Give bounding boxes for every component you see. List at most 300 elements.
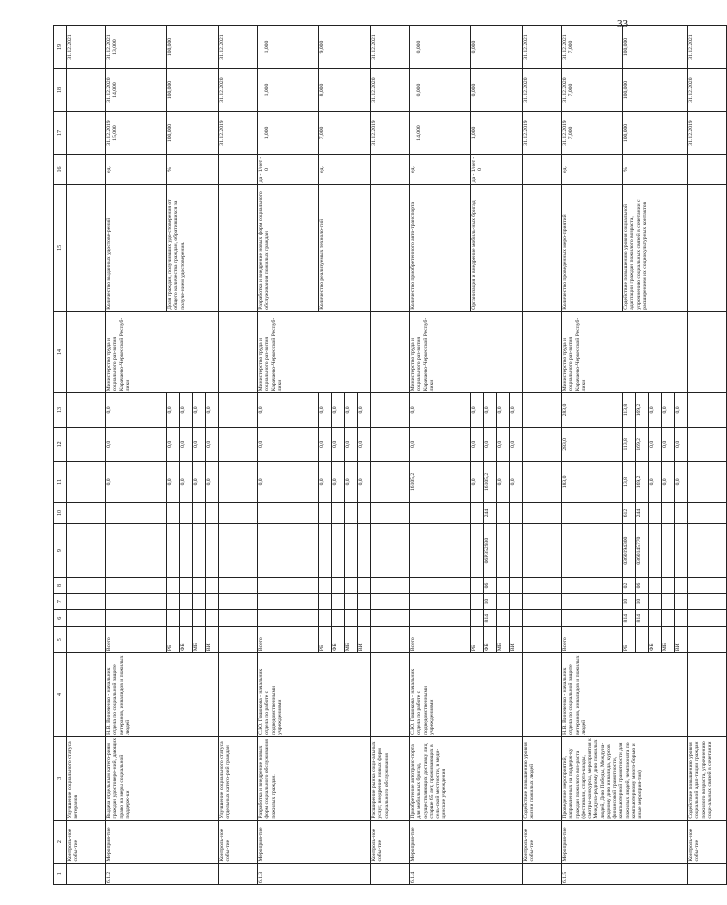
code-grbs <box>471 610 484 627</box>
header-cell-2: 2 <box>54 820 67 863</box>
code-expense-type <box>562 502 623 523</box>
amount-2020: 0,0 <box>180 427 193 461</box>
empty-cell <box>219 627 258 653</box>
amount-2020: 0,0 <box>319 427 332 461</box>
amount-2020: 0,0 <box>675 427 688 461</box>
empty-cell <box>371 577 410 593</box>
code-grbs <box>510 610 523 627</box>
funding-source: ВИ <box>358 627 371 653</box>
indicator-unit: да - 1/нет - 0 <box>258 154 319 184</box>
responsible-person: С.Ю. Гошокова - начальник отдела по работе с подведомственными учреждениями <box>258 653 371 737</box>
header-cell-9: 9 <box>54 524 67 578</box>
code-section <box>258 594 319 610</box>
control-event-row <box>371 26 410 885</box>
code-target <box>193 524 206 578</box>
code-section <box>180 594 193 610</box>
code-grbs <box>180 610 193 627</box>
code-section <box>562 594 623 610</box>
amount-2019: 0,0 <box>675 462 688 503</box>
amount-2019: 183,0 <box>562 462 623 503</box>
empty-cell <box>67 594 106 610</box>
row-number <box>219 863 258 884</box>
code-grbs: 814 <box>636 610 649 627</box>
date-2019 <box>67 112 106 155</box>
empty-cell <box>219 185 258 312</box>
amount-2021: 0,0 <box>510 393 523 427</box>
code-section: 10 <box>636 594 649 610</box>
indicator-2019: 31.12.2019 15,000 <box>106 112 167 155</box>
executor: Министерство труда и социального раз-вития Карачаево-Черкесской Респуб-лики <box>562 311 688 393</box>
code-target <box>106 524 167 578</box>
row-type: Контроль-ное собы-тие <box>219 820 258 863</box>
empty-cell <box>688 393 727 427</box>
code-target <box>180 524 193 578</box>
code-target <box>167 524 180 578</box>
indicator-2021: 31.12.2021 13,000 <box>106 26 167 69</box>
code-grbs <box>562 610 623 627</box>
code-section <box>675 594 688 610</box>
code-section <box>319 594 332 610</box>
amount-2021: 0,0 <box>345 393 358 427</box>
code-target <box>410 524 471 578</box>
event-type: Мероприя-тие <box>258 820 371 863</box>
code-grbs <box>497 610 510 627</box>
code-subsection <box>106 577 167 593</box>
empty-cell <box>219 502 258 523</box>
code-grbs <box>358 610 371 627</box>
code-target <box>206 524 219 578</box>
code-target <box>332 524 345 578</box>
code-subsection <box>410 577 471 593</box>
funding-source: ФБ <box>180 627 193 653</box>
amount-2019: 0,0 <box>471 462 484 503</box>
event-name: Выдача отдельным катего-риям граждан удостовере-ний, дающих право на меры социальной поддерж-ки <box>106 736 219 820</box>
empty-cell <box>219 594 258 610</box>
code-expense-type <box>106 502 167 523</box>
empty-cell <box>688 594 727 610</box>
date-2020: 31.12.2020 <box>688 69 727 112</box>
header-cell-12: 12 <box>54 427 67 461</box>
empty-cell <box>371 653 410 737</box>
code-expense-type <box>206 502 219 523</box>
date-2021: 31.12.2021 <box>523 26 562 69</box>
funding-source: Всего <box>106 627 167 653</box>
funding-source: МБ <box>193 627 206 653</box>
date-2021: 31.12.2021 <box>219 26 258 69</box>
header-cell-17: 17 <box>54 112 67 155</box>
code-target <box>471 524 484 578</box>
funding-source: ФБ <box>649 627 662 653</box>
indicator-name: Содействие повышению уровня социальной адаптации граждан пожилого возраста, упрочнению социальных связей в сочетании с расширением их социокультурных контактов <box>623 185 688 312</box>
amount-2019: 0,0 <box>106 462 167 503</box>
code-section <box>510 594 523 610</box>
row-type: Контроль-ное собы-тие <box>67 820 106 863</box>
indicator-2019: 1,000 <box>258 112 319 155</box>
event-name: Приобретение автотранс-порта для мобильных бригад, осуществляющих доставку лиц старше 65 лет, проживающих в сель-ской местности, в меди-цинские учреждения <box>410 736 523 820</box>
empty-cell <box>219 653 258 737</box>
indicator-2019: 100,000 <box>167 112 219 155</box>
amount-2021: 0,0 <box>332 393 345 427</box>
empty-cell <box>688 154 727 184</box>
amount-2019: 0,0 <box>510 462 523 503</box>
amount-2020: 0,0 <box>358 427 371 461</box>
responsible-person: Н.В. Виноченко - начальник отдела по социальной защите ветеранов, инвалидов и пожилых людей <box>106 653 219 737</box>
indicator-unit: ед. <box>106 154 167 184</box>
amount-2020: 0,0 <box>258 427 319 461</box>
code-subsection <box>258 577 319 593</box>
code-grbs <box>332 610 345 627</box>
amount-2019: 0,0 <box>662 462 675 503</box>
amount-2020: 0,0 <box>662 427 675 461</box>
code-grbs <box>662 610 675 627</box>
indicator-2019: 1,000 <box>471 112 523 155</box>
amount-2021: 0,0 <box>649 393 662 427</box>
empty-cell <box>219 427 258 461</box>
code-expense-type <box>662 502 675 523</box>
code-section <box>332 594 345 610</box>
row-type: Контроль-ное собы-тие <box>523 820 562 863</box>
header-cell-19: 19 <box>54 26 67 69</box>
empty-cell <box>371 627 410 653</box>
header-cell-1: 1 <box>54 863 67 884</box>
control-event-name: Расширение рынка соци-альных услуг, внедрение новых форм социального обслуживания <box>371 736 410 820</box>
indicator-name: Количество приобретенного авто-транспорта <box>410 185 471 312</box>
responsible-person: С.Ю. Гошокова - начальник отдела по работе с подведомственными учреждениями <box>410 653 523 737</box>
indicator-2021: 100,000 <box>623 26 688 69</box>
indicator-2021: 1,000 <box>258 26 319 69</box>
code-expense-type <box>345 502 358 523</box>
empty-cell <box>67 524 106 578</box>
amount-2020: 0,0 <box>471 427 484 461</box>
amount-2021: 0,0 <box>410 393 471 427</box>
indicator-unit: % <box>167 154 219 184</box>
funding-source: ВИ <box>510 627 523 653</box>
funding-source: РБ <box>623 627 636 653</box>
control-event-name: Содействие повышению уровня жизни пожилых людей <box>523 736 562 820</box>
event-number: 6.1.5 <box>562 863 688 884</box>
indicator-2020: 1,000 <box>258 69 319 112</box>
funding-source: МБ <box>345 627 358 653</box>
amount-2020: 113,8 <box>623 427 636 461</box>
header-row <box>54 26 67 885</box>
code-expense-type: 244 <box>484 502 497 523</box>
empty-cell <box>688 462 727 503</box>
control-event-name: Содействие повышению уровня социальной адап-тации граждан пожилого возраста, упрочнению соци-альных связей в сочетании <box>688 736 727 820</box>
indicator-2019: 14,000 <box>410 112 471 155</box>
amount-2019: 16105,2 <box>484 462 497 503</box>
amount-2021: 0,0 <box>319 393 332 427</box>
code-subsection <box>471 577 484 593</box>
empty-cell <box>523 610 562 627</box>
header-cell-7: 7 <box>54 594 67 610</box>
indicator-unit: ед. <box>410 154 471 184</box>
amount-2019: 0,0 <box>193 462 206 503</box>
empty-cell <box>688 653 727 737</box>
amount-2019: 0,0 <box>345 462 358 503</box>
indicator-2019: 7,000 <box>319 112 371 155</box>
header-cell-11: 11 <box>54 462 67 503</box>
code-expense-type <box>332 502 345 523</box>
code-grbs <box>167 610 180 627</box>
empty-cell <box>371 462 410 503</box>
code-expense-type <box>258 502 319 523</box>
empty-cell <box>67 462 106 503</box>
empty-cell <box>67 393 106 427</box>
amount-2021: 0,0 <box>167 393 180 427</box>
event-number: 6.1.4 <box>410 863 523 884</box>
row-number <box>371 863 410 884</box>
indicator-2021: 9,000 <box>319 26 371 69</box>
amount-2019: 0,0 <box>180 462 193 503</box>
amount-2020: 0,0 <box>167 427 180 461</box>
amount-2021: 0,0 <box>258 393 319 427</box>
code-target <box>319 524 332 578</box>
empty-cell <box>371 610 410 627</box>
funding-source: Всего <box>410 627 471 653</box>
funding-source: ФБ <box>332 627 345 653</box>
code-expense-type <box>193 502 206 523</box>
amount-2020: 0,0 <box>206 427 219 461</box>
empty-cell <box>523 427 562 461</box>
empty-cell <box>371 154 410 184</box>
empty-cell <box>67 311 106 393</box>
header-cell-6: 6 <box>54 610 67 627</box>
event-number: 6.1.3 <box>258 863 371 884</box>
code-expense-type <box>471 502 484 523</box>
date-2021: 31.12.2021 <box>371 26 410 69</box>
amount-2019: 0,0 <box>258 462 319 503</box>
amount-2021: 169,2 <box>636 393 649 427</box>
indicator-name: Количество проведенных меро-приятий <box>562 185 623 312</box>
empty-cell <box>688 427 727 461</box>
funding-source: РБ <box>167 627 180 653</box>
empty-cell <box>688 577 727 593</box>
code-target <box>662 524 675 578</box>
indicator-unit: ед. <box>562 154 623 184</box>
funding-source: ВИ <box>675 627 688 653</box>
code-section <box>345 594 358 610</box>
funding-source: ФБ <box>484 627 497 653</box>
empty-cell <box>219 524 258 578</box>
empty-cell <box>688 502 727 523</box>
indicator-name: Доля граждан, получивших удо-стоверения от общего количества граждан, обратившихся за получе-нием удостоверения. <box>167 185 219 312</box>
code-subsection <box>206 577 219 593</box>
header-cell-8: 8 <box>54 577 67 593</box>
code-expense-type <box>180 502 193 523</box>
amount-2021: 0,0 <box>484 393 497 427</box>
header-cell-14: 14 <box>54 311 67 393</box>
empty-cell <box>688 524 727 578</box>
empty-cell <box>67 185 106 312</box>
code-subsection <box>649 577 662 593</box>
date-2020 <box>67 69 106 112</box>
amount-2020: 283,0 <box>562 427 623 461</box>
indicator-2021: 0,000 <box>410 26 471 69</box>
amount-2021: 0,0 <box>358 393 371 427</box>
amount-2021: 0,0 <box>193 393 206 427</box>
rotated-table-wrapper <box>53 25 713 885</box>
empty-cell <box>67 154 106 184</box>
code-expense-type: 612 <box>623 502 636 523</box>
table-body <box>54 26 727 885</box>
row-type: Контроль-ное собы-тие <box>688 820 727 863</box>
indicator-2020: 0,000 <box>471 69 523 112</box>
amount-2020: 0,0 <box>510 427 523 461</box>
code-expense-type <box>510 502 523 523</box>
code-subsection <box>675 577 688 593</box>
event-type: Мероприя-тие <box>410 820 523 863</box>
amount-2021: 0,0 <box>675 393 688 427</box>
amount-2021: 0,0 <box>106 393 167 427</box>
amount-2019: 0,0 <box>332 462 345 503</box>
amount-2021: 113,8 <box>623 393 636 427</box>
amount-2019: 0,0 <box>649 462 662 503</box>
code-expense-type <box>167 502 180 523</box>
code-target <box>510 524 523 578</box>
amount-2021: 0,0 <box>206 393 219 427</box>
code-target: 0360145770 <box>636 524 649 578</box>
empty-cell <box>523 577 562 593</box>
code-grbs <box>345 610 358 627</box>
empty-cell <box>67 577 106 593</box>
indicator-2019: 100,000 <box>623 112 688 155</box>
date-2020: 31.12.2020 <box>371 69 410 112</box>
amount-2019: 0,0 <box>206 462 219 503</box>
empty-cell <box>67 653 106 737</box>
funding-source: Всего <box>562 627 623 653</box>
page-number: 33 <box>617 18 628 30</box>
indicator-2021: 0,000 <box>471 26 523 69</box>
indicator-2020: 31.12.2020 7,000 <box>562 69 623 112</box>
date-2019: 31.12.2019 <box>688 112 727 155</box>
empty-cell <box>219 393 258 427</box>
code-target <box>562 524 623 578</box>
code-section <box>649 594 662 610</box>
amount-2020: 0,0 <box>106 427 167 461</box>
amount-2020: 0,0 <box>484 427 497 461</box>
indicator-2021: 31.12.2021 7,000 <box>562 26 623 69</box>
code-grbs: 814 <box>623 610 636 627</box>
amount-2020: 169,2 <box>636 427 649 461</box>
empty-cell <box>219 154 258 184</box>
code-subsection <box>319 577 332 593</box>
empty-cell <box>371 524 410 578</box>
funding-source <box>636 627 649 653</box>
code-grbs <box>258 610 319 627</box>
empty-cell <box>219 610 258 627</box>
code-section <box>206 594 219 610</box>
code-expense-type <box>649 502 662 523</box>
amount-2019: 0,0 <box>167 462 180 503</box>
empty-cell <box>67 627 106 653</box>
event-number: 6.1.2 <box>106 863 219 884</box>
indicator-unit: ед. <box>319 154 371 184</box>
funding-source: РБ <box>471 627 484 653</box>
code-section: 10 <box>623 594 636 610</box>
code-target: 0360194300 <box>623 524 636 578</box>
empty-cell <box>523 185 562 312</box>
code-section <box>106 594 167 610</box>
code-section <box>167 594 180 610</box>
code-subsection <box>662 577 675 593</box>
code-subsection <box>562 577 623 593</box>
funding-row <box>258 26 319 885</box>
indicator-2019: 31.12.2019 7,000 <box>562 112 623 155</box>
empty-cell <box>219 462 258 503</box>
control-event-row <box>219 26 258 885</box>
code-section <box>497 594 510 610</box>
code-grbs <box>649 610 662 627</box>
date-2019: 31.12.2019 <box>219 112 258 155</box>
event-name: Проведение мероприятий, направленных на поддерж-ку граждан пожилого воз-раста (фестивали, спарта-киады, смотры-конкурсы, мероприятия к Междуна-родному дню пожилых людей, Дню Победы, Междуна-родному дню инвалида, курсов финансовой грамотности, компьютерной грамотности для пожилых людей, чемпионата по компьютерному много-борью и иные мероприя-тия) <box>562 736 688 820</box>
indicator-unit: % <box>623 154 688 184</box>
indicator-name: Разработка и внедрение новых форм социального обслуживания пожилых граждан <box>258 185 319 312</box>
date-2020: 31.12.2020 <box>219 69 258 112</box>
amount-2021: 0,0 <box>497 393 510 427</box>
indicator-2020: 8,000 <box>319 69 371 112</box>
funding-source: МБ <box>662 627 675 653</box>
funding-source: МБ <box>497 627 510 653</box>
code-section: 10 <box>484 594 497 610</box>
amount-2020: 0,0 <box>497 427 510 461</box>
executor: Министерство труда и социального раз-вития Карачаево-Черкесской Респуб-лики <box>410 311 523 393</box>
amount-2021: 0,0 <box>471 393 484 427</box>
date-2021: 31.12.2021 <box>67 26 106 69</box>
indicator-2021: 100,000 <box>167 26 219 69</box>
indicator-2020: 100,000 <box>167 69 219 112</box>
code-subsection <box>193 577 206 593</box>
event-name: Разработка и внедрение новых форм социального обслуживания пожилых граждан. <box>258 736 371 820</box>
control-event-row <box>67 26 106 885</box>
empty-cell <box>523 462 562 503</box>
funding-row <box>562 26 623 885</box>
empty-cell <box>523 154 562 184</box>
code-subsection: 06 <box>636 577 649 593</box>
code-subsection <box>332 577 345 593</box>
code-subsection <box>345 577 358 593</box>
code-target <box>345 524 358 578</box>
code-section <box>358 594 371 610</box>
empty-cell <box>523 594 562 610</box>
event-plan-table <box>53 25 727 885</box>
code-subsection <box>358 577 371 593</box>
code-expense-type <box>358 502 371 523</box>
row-number <box>67 863 106 884</box>
header-cell-15: 15 <box>54 185 67 312</box>
code-expense-type: 244 <box>636 502 649 523</box>
amount-2019: 0,0 <box>358 462 371 503</box>
code-target <box>675 524 688 578</box>
empty-cell <box>523 653 562 737</box>
date-2021: 31.12.2021 <box>688 26 727 69</box>
funding-source: РБ <box>319 627 332 653</box>
header-cell-5: 5 <box>54 627 67 653</box>
code-subsection <box>167 577 180 593</box>
code-grbs <box>193 610 206 627</box>
empty-cell <box>67 427 106 461</box>
event-type: Мероприя-тие <box>562 820 688 863</box>
control-event-row <box>523 26 562 885</box>
code-subsection <box>497 577 510 593</box>
row-number <box>523 863 562 884</box>
control-event-name: Улучшение социального статуса отдельных катего-рий граждан <box>219 736 258 820</box>
funding-source: ВИ <box>206 627 219 653</box>
responsible-person: Н.В. Виноченко - начальник отдела по социальной защите ветеранов, инвалидов и пожилых людей <box>562 653 688 737</box>
amount-2020: 0,0 <box>649 427 662 461</box>
amount-2020: 0,0 <box>332 427 345 461</box>
amount-2019: 13,8 <box>623 462 636 503</box>
executor: Министерство труда и социального раз-вития Карачаево-Черкесской Респуб-лики <box>106 311 219 393</box>
